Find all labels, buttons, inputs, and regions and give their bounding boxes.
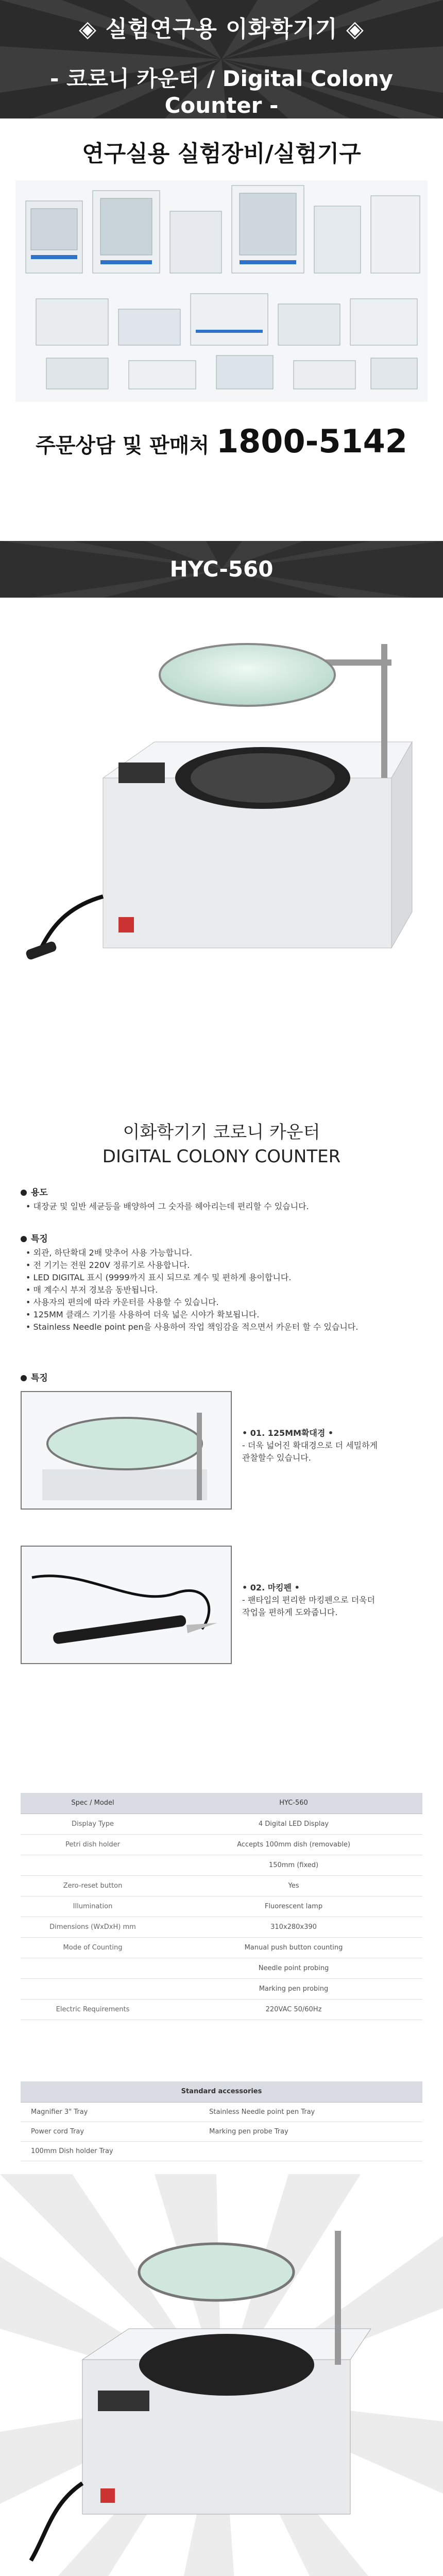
product-title-ko: 이화학기기 코로니 카운터: [123, 1122, 320, 1143]
feature-block-2-line: 작업을 편하게 도와줍니다.: [242, 1607, 338, 1617]
product-photo-angled: [0, 2174, 443, 2576]
feature-item: • 125MM 클래스 기기를 사용하여 더욱 넓은 시야가 확보됩니다.: [26, 1310, 260, 1319]
product-title-en: DIGITAL COLONY COUNTER: [102, 1146, 341, 1167]
table-row: Magnifier 3" Tray Stainless Needle point pen Tray: [21, 2102, 422, 2122]
magnifier-detail-image: [21, 1391, 232, 1510]
table-row: Display Type 4 Digital LED Display: [21, 1814, 422, 1834]
product-title: [0, 1118, 443, 1167]
order-phone[interactable]: 1800-5142: [216, 422, 407, 460]
spec-header-cell: Spec / Model: [21, 1793, 165, 1814]
feature-item: • 외관, 하단확대 2배 맞추어 사용 가능합니다.: [26, 1248, 193, 1258]
feature-block-2-line: - 팬타입의 편리한 마킹펜으로 더욱더: [242, 1595, 375, 1605]
table-row: Marking pen probing: [21, 1978, 422, 1999]
product-lineup-image: [15, 180, 428, 402]
bullet-icon: [21, 1375, 27, 1381]
marking-pen-detail-image: [21, 1546, 232, 1664]
header-title: ◈ 실험연구용 이화학기기 ◈: [79, 16, 364, 42]
header-banner: [0, 0, 443, 118]
header-subtitle: - 코로니 카운터 / Digital Colony Counter -: [49, 66, 394, 118]
feature-block-1-title: • 01. 125MM확대경 •: [242, 1428, 334, 1438]
model-bar: [0, 541, 443, 598]
table-row: Illumination Fluorescent lamp: [21, 1896, 422, 1917]
feature-block-1-line: 관찰할수 있습니다.: [242, 1453, 311, 1463]
table-row: 100mm Dish holder Tray: [21, 2141, 422, 2161]
spec-table-header: [21, 1793, 422, 1814]
tagline: 연구실용 실험장비/실험기구: [82, 141, 361, 167]
table-row: Dimensions (WxDxH) mm 310x280x390: [21, 1917, 422, 1937]
table-row: Electric Requirements 220VAC 50/60Hz: [21, 1999, 422, 2020]
bullet-icon: [21, 1190, 27, 1196]
feature-blocks-label: 특징: [21, 1370, 48, 1383]
feature-block-1-line: - 더욱 넓어진 확대경으로 더 세밀하게: [242, 1440, 378, 1450]
model-name: HYC-560: [169, 556, 274, 582]
feature-item: • Stainless Needle point pen을 사용하여 작업 책임감을 적으면서 카운터 할 수 있습니다.: [26, 1322, 359, 1332]
feature-item: • LED DIGITAL 표시 (9999까지 표시 되므로 계수 및 편하게 용이합니다.: [26, 1273, 292, 1282]
accessory-table: [21, 2081, 422, 2161]
table-row: Power cord Tray Marking pen probe Tray: [21, 2122, 422, 2141]
feature-item: • 사용자의 편의에 따라 카운터를 사용할 수 있습니다.: [26, 1297, 219, 1307]
feature-block-1-text: [242, 1427, 391, 1464]
features-section-label: 특징: [21, 1231, 48, 1244]
feature-item: • 매 계수시 부저 경보음 동반됩니다.: [26, 1285, 158, 1295]
marking-pen-illustration: [22, 1547, 232, 1664]
order-label: 주문상담 및 판매처: [36, 434, 210, 457]
feature-item: • 전 기기는 전원 220V 정류기로 사용합니다.: [26, 1260, 190, 1270]
spec-header-cell: HYC-560: [165, 1793, 422, 1814]
use-section-label: 용도: [21, 1185, 48, 1198]
bullet-icon: [21, 1236, 27, 1242]
order-contact: [0, 422, 443, 460]
table-row: Petri dish holder Accepts 100mm dish (removable): [21, 1834, 422, 1855]
table-row: Needle point probing: [21, 1958, 422, 1978]
table-row: Zero-reset button Yes: [21, 1875, 422, 1896]
features-list: [26, 1247, 417, 1333]
product-hero-image: [21, 608, 422, 1051]
use-text: • 대장균 및 일반 세균등을 배양하여 그 숫자를 헤아리는데 편리할 수 있습니다.: [26, 1201, 309, 1211]
table-row: Mode of Counting Manual push button counting: [21, 1937, 422, 1958]
feature-block-2-title: • 02. 마킹펜 •: [242, 1583, 300, 1592]
accessory-table-header: [21, 2081, 422, 2102]
magnifier-illustration: [22, 1392, 232, 1510]
feature-block-2-text: [242, 1582, 391, 1619]
table-row: 150mm (fixed): [21, 1855, 422, 1875]
spec-table: [21, 1793, 422, 2020]
accessory-header-cell: Standard accessories: [21, 2081, 422, 2102]
